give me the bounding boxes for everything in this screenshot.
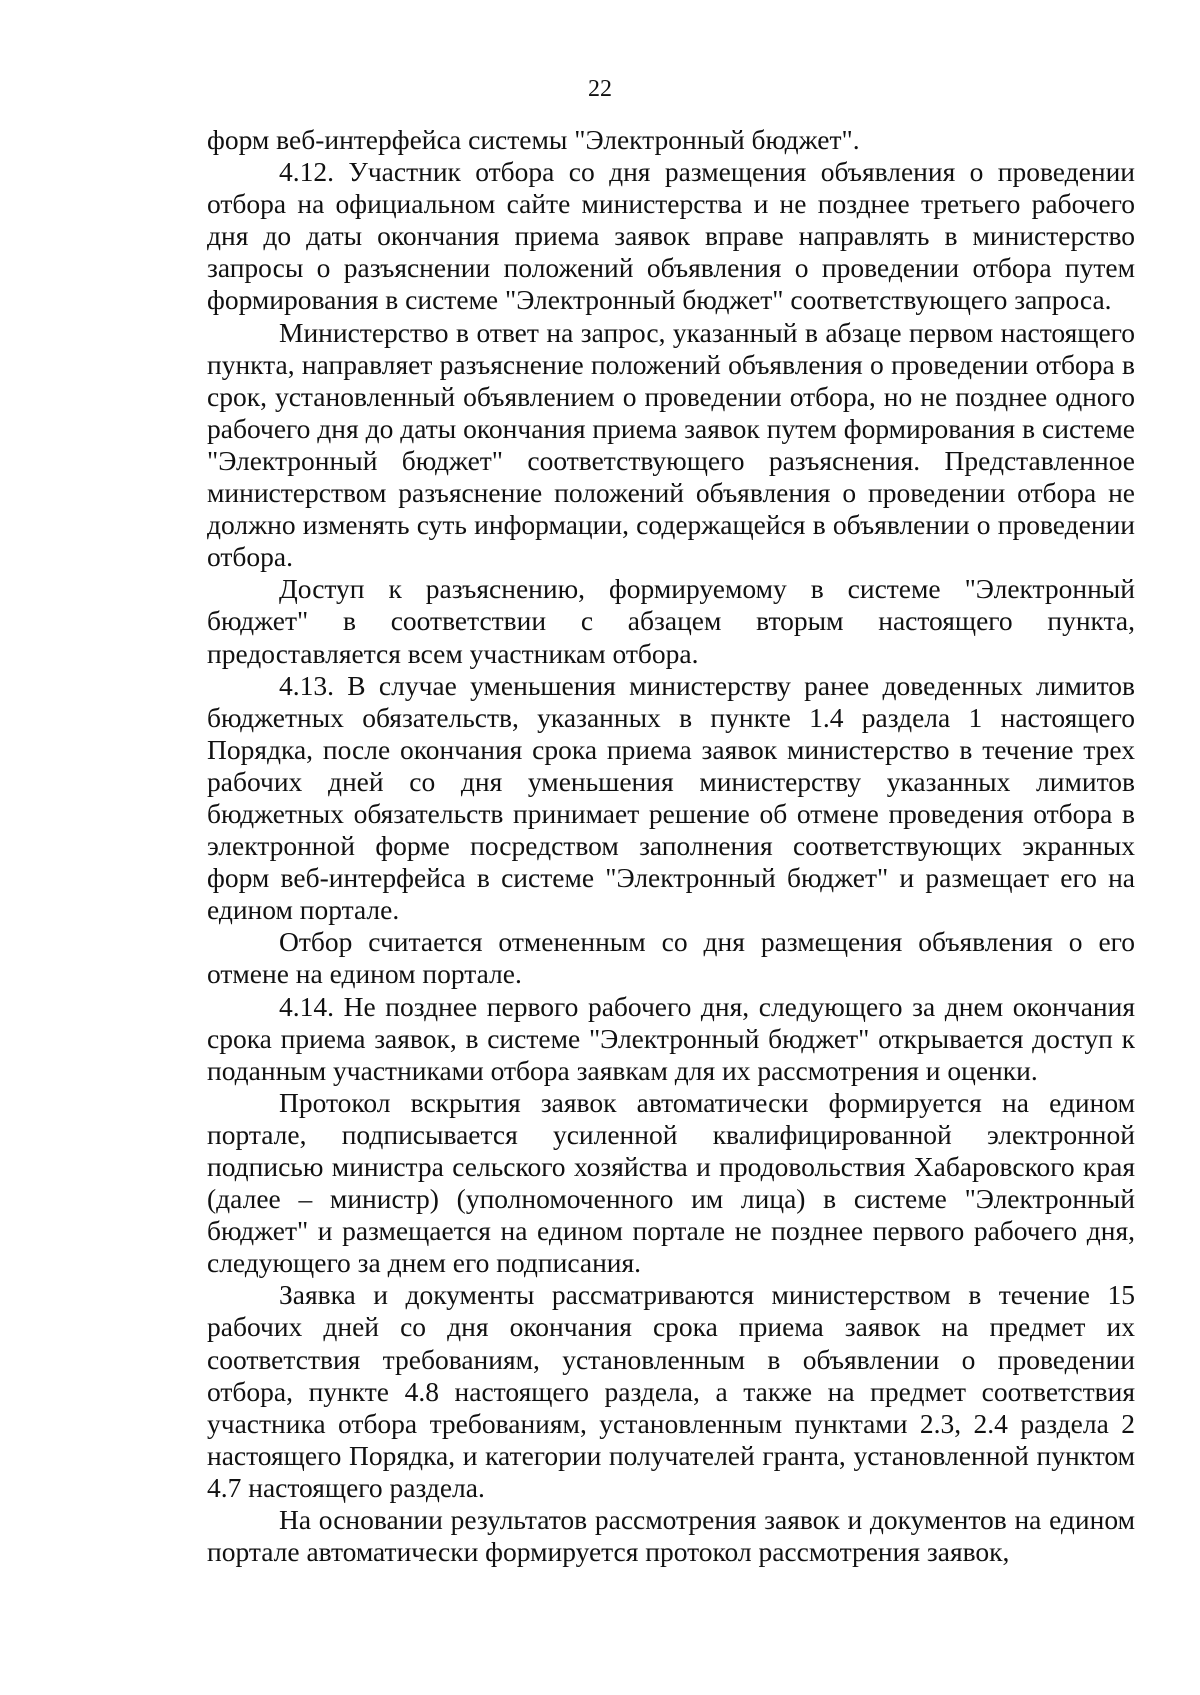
- document-body: [207, 124, 1135, 1568]
- paragraph-continuation: форм веб-интерфейса системы "Электронный бюджет".: [207, 124, 860, 155]
- paragraph-ministry-response: Министерство в ответ на запрос, указанный в абзаце первом настоящего пункта, направляет разъяснение положений объявления о проведении отбора в срок, установленный объявлением о проведении отбора, но не позднее одного рабочего дня до даты окончания приема заявок путем формирования в системе "Электронный бюджет" соответствующего разъяснения. Представленное министерством разъяснение положений объявления о проведении отбора не должно изменять суть информации, содержащейся в объявлении о проведении отбора.: [207, 316, 1135, 573]
- paragraph-4-14: 4.14. Не позднее первого рабочего дня, следующего за днем окончания срока приема заявок, в системе "Электронный бюджет" открывается доступ к поданным участниками отбора заявкам для их рассмотрения и оценки.: [207, 990, 1135, 1086]
- paragraph-review-protocol: На основании результатов рассмотрения заявок и документов на едином портале автоматически формируется протокол рассмотрения заявок,: [207, 1504, 1135, 1568]
- paragraph-application-review: Заявка и документы рассматриваются министерством в течение 15 рабочих дней со дня окончания срока приема заявок на предмет их соответствия требованиям, установленным в объявлении о проведении отбора, пункте 4.8 настоящего раздела, а также на предмет соответствия участника отбора требованиям, установленным пунктами 2.3, 2.4 раздела 2 настоящего Порядка, и категории получателей гранта, установленной пунктом 4.7 настоящего раздела.: [207, 1279, 1135, 1503]
- paragraph-4-12: 4.12. Участник отбора со дня размещения объявления о проведении отбора на официальном сайте министерства и не позднее третьего рабочего дня до даты окончания приема заявок вправе направлять в министерство запросы о разъяснении положений объявления о проведении отбора путем формирования в системе "Электронный бюджет" соответствующего запроса.: [207, 156, 1135, 316]
- paragraph-4-13: 4.13. В случае уменьшения министерству ранее доведенных лимитов бюджетных обязательств, указанных в пункте 1.4 раздела 1 настоящего Порядка, после окончания срока приема заявок министерство в течение трех рабочих дней со дня уменьшения министерству указанных лимитов бюджетных обязательств принимает решение об отмене проведения отбора в электронной форме посредством заполнения соответствующих экранных форм веб-интерфейса в системе "Электронный бюджет" и размещает его на едином портале.: [207, 669, 1135, 926]
- page-number: 22: [588, 76, 612, 102]
- paragraph-opening-protocol: Протокол вскрытия заявок автоматически формируется на едином портале, подписывается усиленной квалифицированной электронной подписью министра сельского хозяйства и продовольствия Хабаровского края (далее – министр) (уполномоченного им лица) в системе "Электронный бюджет" и размещается на едином портале не позднее первого рабочего дня, следующего за днем его подписания.: [207, 1086, 1135, 1279]
- paragraph-access-to-clarification: Доступ к разъяснению, формируемому в системе "Электронный бюджет" в соответствии с абзацем вторым настоящего пункта, предоставляется всем участникам отбора.: [207, 573, 1135, 669]
- paragraph-selection-cancelled: Отбор считается отмененным со дня размещения объявления о его отмене на едином портале.: [207, 926, 1135, 990]
